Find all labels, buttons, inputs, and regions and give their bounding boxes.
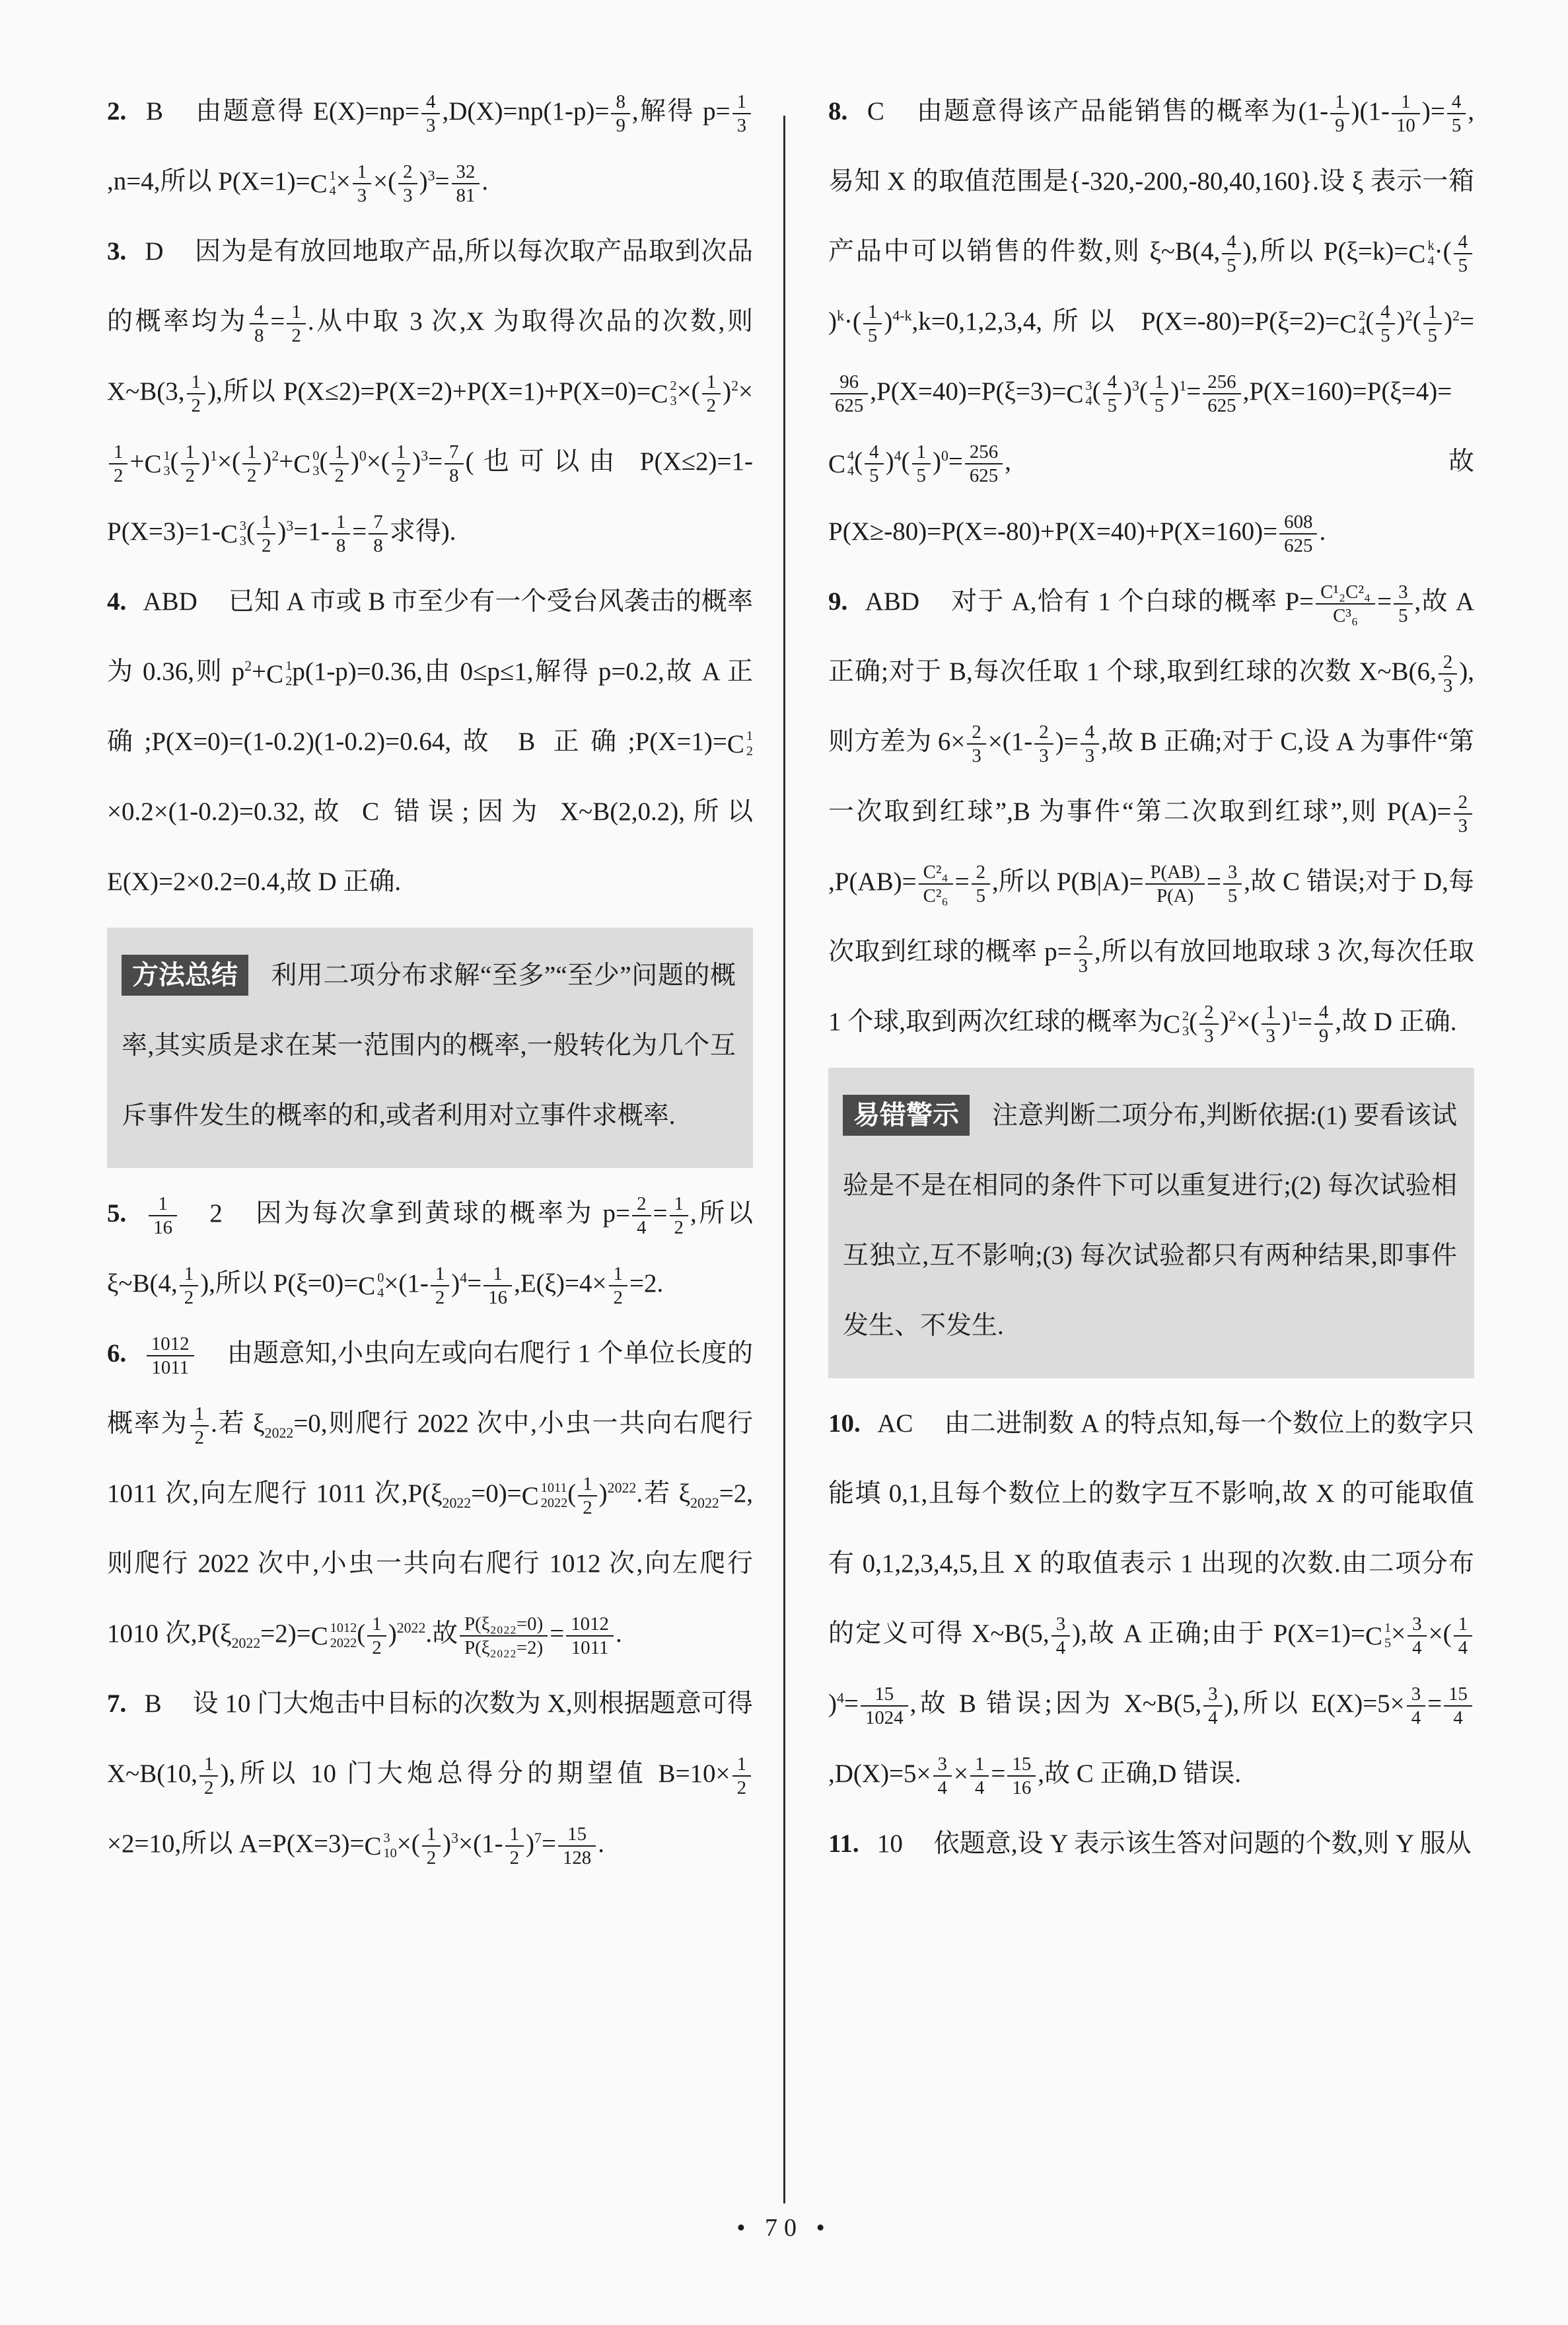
combination: C 1011 2022 [521, 1481, 568, 1511]
fraction: $\frac{15}{4}$ [1444, 1683, 1472, 1729]
solution-body: 因为是有放回地取产品,所以每次取产品取到次品的概率均为 $\frac{4}{8}$ = $\frac{1}{2}$ .从中取 3 次,X 为取得次品的次数,则 X~B(3, $\frac{1}{2}$ ),所以 P(X≤2)=P(X=2)+P(X=1)+P(X=0)= C 2 3 ×( $\frac{1}{2}$ )$^2$× $\frac{1}{2}$ + C 1 3 ( $\frac{1}{2}$ )$^1$×( $\frac{1}{2}$ )$^2$+ C 0 3 ( $\frac{1}{2}$ )$^0$×( $\frac{1}{2}$ )$^3$= $\frac{7}{8}$ (也可以由 P(X≤2)=1-P(X=3)=1- C 3 3 ( $\frac{1}{2}$ )$^3$=1- $\frac{1}{8}$ = $\frac{7}{8}$ 求得). [107, 237, 754, 557]
solution-number: 10. [828, 1409, 861, 1438]
solution-number: 2. [107, 97, 127, 126]
note-box [107, 928, 753, 1168]
fraction: $\frac{1012}{1011}$ [566, 1613, 614, 1659]
fraction: $\frac{1}{2}$ [181, 441, 199, 487]
fraction: $\frac{2}{3}$ [1034, 721, 1053, 767]
fraction: $\frac{\text{P(ξ₂₀₂₂=0)}}{\text{P(ξ₂₀₂₂=2)}}$ [460, 1613, 548, 1659]
solution-number: 7. [107, 1689, 127, 1718]
solution-answer: B [144, 1689, 162, 1718]
fraction: $\frac{1}{3}$ [1262, 1001, 1280, 1047]
fraction: $\frac{4}{5}$ [865, 441, 883, 487]
solution-answer: B [145, 97, 163, 126]
fraction: $\frac{1}{3}$ [353, 161, 371, 207]
solution-body: 由题意得 E(X)=np= $\frac{4}{3}$ ,D(X)=np(1-p)= $\frac{8}{9}$ ,解得 p= $\frac{1}{3}$ ,n=4,所以 P(X=1)= C 1 4 × $\frac{1}{3}$ ×( $\frac{2}{3}$ )$^3$= $\frac{32}{81}$ . [107, 97, 753, 196]
note-box [828, 1068, 1474, 1378]
fraction: $\frac{3}{4}$ [1408, 1613, 1426, 1659]
fraction: $\frac{7}{8}$ [445, 441, 463, 487]
fraction: $\frac{7}{8}$ [369, 511, 387, 557]
fraction: $\frac{2}{3}$ [398, 161, 417, 207]
combination: C 2 3 [651, 379, 677, 409]
solution-item [828, 1809, 1474, 1879]
fraction: $\frac{1}{2}$ [242, 441, 261, 487]
fraction: $\frac{3}{4}$ [1203, 1683, 1222, 1729]
solution-body: 设 10 门大炮击中目标的次数为 X,则根据题意可得 X~B(10, $\frac{1}{2}$ ),所以 10 门大炮总得分的期望值 B=10× $\frac{1}{2}$ ×2=10,所以 A=P(X=3)= C 3 10 ×( $\frac{1}{2}$ )$^3$×(1- $\frac{1}{2}$ )$^7$= $\frac{15}{128}$ . [107, 1689, 753, 1869]
combination: C 3 10 [364, 1831, 397, 1861]
solution-body: 依题意,设 Y 表示该生答对问题的个数,则 Y 服从 [933, 1829, 1472, 1858]
fraction: $\frac{1}{4}$ [1454, 1613, 1472, 1659]
fraction: $\frac{2}{4}$ [632, 1193, 651, 1239]
fraction: $\frac{15}{128}$ [558, 1823, 596, 1869]
note-body: 注意判断二项分布,判断依据:(1) 要看该试验是不是在相同的条件下可以重复进行;(2) 每次试验相互独立,互不影响;(3) 每次试验都只有两种结果,即事件发生、不发生. [843, 1101, 1458, 1340]
combination: C 3 4 [1066, 379, 1092, 409]
fraction: $\frac{1}{2}$ [505, 1823, 524, 1869]
fraction: $\frac{4}{8}$ [250, 301, 268, 347]
fraction: $\frac{4}{5}$ [1103, 371, 1122, 417]
combination: C 1 2 [266, 659, 293, 689]
fraction: $\frac{1}{4}$ [970, 1753, 989, 1799]
fraction: $\frac{\text{C²₄}}{\text{C²₆}}$ [919, 861, 953, 907]
fraction: $\frac{32}{81}$ [452, 161, 480, 207]
fraction: $\frac{1}{2}$ [187, 371, 205, 417]
solution-answer: 10 [876, 1829, 903, 1858]
combination: C 4 4 [828, 449, 855, 479]
solution-body: 因为每次拿到黄球的概率为 p= $\frac{2}{4}$ = $\frac{1}{2}$ ,所以 ξ~B(4, $\frac{1}{2}$ ),所以 P(ξ=0)= C 0 4 ×(1- $\frac{1}{2}$ )$^4$= $\frac{1}{16}$ ,E(ξ)=4× $\frac{1}{2}$ =2. [107, 1193, 753, 1309]
fraction: $\frac{1}{5}$ [912, 441, 931, 487]
solution-answer: ABD [865, 587, 920, 616]
fraction: $\frac{8}{9}$ [611, 91, 629, 137]
solution-body: 已知 A 市或 B 市至少有一个受台风袭击的概率为 0.36,则 $p^2+$ C 1 2 p(1-p)=0.36,由 0≤p≤1,解得 p=0.2,故 A 正确;P(X=0)=(1-0.2)(1-0.2)=0.64,故 B 正确;P(X=1)= C 1 2 ×0.2×(1-0.2)=0.32,故 C 错误;因为 X~B(2,0.2),所以 E(X)=2×0.2=0.4,故 D 正确. [107, 587, 753, 896]
fraction: $\frac{4}{5}$ [1376, 301, 1394, 347]
fraction: $\frac{3}{5}$ [1223, 861, 1242, 907]
fraction: $\frac{1}{2}$ [578, 1473, 596, 1519]
column-divider [783, 116, 785, 2203]
solution-body: 对于 A,恰有 1 个白球的概率 P= $\frac{\text{C¹₂C²₄}}{\text{C³₆}}$ = $\frac{3}{5}$ ,故 A 正确;对于 B,每次任取 1 个球,取到红球的次数 X~B(6, $\frac{2}{3}$ ),则方差为 6× $\frac{2}{3}$ ×(1- $\frac{2}{3}$ )= $\frac{4}{3}$ ,故 B 正确;对于 C,设 A 为事件“第一次取到红球”,B 为事件“第二次取到红球”,则 P(A)= $\frac{2}{3}$ ,P(AB)= $\frac{\text{C²₄}}{\text{C²₆}}$ = $\frac{2}{5}$ ,所以 P(B|A)= $\frac{P(AB)}{P(A)}$ = $\frac{3}{5}$ ,故 C 错误;对于 D,每次取到红球的概率 p= $\frac{2}{3}$ ,所以有放回地取球 3 次,每次任取 1 个球,取到两次红球的概率为 C 2 3 ( $\frac{2}{3}$ )$^2$×( $\frac{1}{3}$ )$^1$= $\frac{4}{9}$ ,故 D 正确. [828, 581, 1475, 1047]
fraction: $\frac{P(AB)}{P(A)}$ [1145, 861, 1204, 907]
combination: C 2 3 [1163, 1009, 1190, 1039]
solution-answer: C [867, 97, 884, 126]
note-body: 利用二项分布求解“至多”“至少”问题的概率,其实质是求在某一范围内的概率,一般转化为几个互斥事件发生的概率的和,或者利用对立事件求概率. [122, 961, 736, 1130]
fraction: $\frac{1}{2}$ [367, 1613, 386, 1659]
fraction: $\frac{2}{3}$ [967, 721, 985, 767]
column-right [828, 77, 1474, 1879]
fraction: $\frac{1}{16}$ [149, 1193, 177, 1239]
solution-body: 由题意得该产品能销售的概率为(1- $\frac{1}{9}$ )(1- $\frac{1}{10}$ )= $\frac{4}{5}$ ,易知 X 的取值范围是{-320,-200,-80,40,160}.设 ξ 表示一箱产品中可以销售的件数,则 ξ~B(4, $\frac{4}{5}$ ),所以 P(ξ=k)= C k 4 ·( $\frac{4}{5}$ )$^k$·( $\frac{1}{5}$ )$^{4-k}$,k=0,1,2,3,4,所以 P(X=-80)=P(ξ=2)= C 2 4 ( $\frac{4}{5}$ )$^2$( $\frac{1}{5}$ )$^2$= $\frac{96}{625}$ ,P(X=40)=P(ξ=3)= C 3 4 ( $\frac{4}{5}$ )$^3$( $\frac{1}{5}$ )$^1$= $\frac{256}{625}$ ,P(X=160)=P(ξ=4)= C 4 4 ( $\frac{4}{5}$ )$^4$( $\frac{1}{5}$ )$^0$= $\frac{256}{625}$ ,故 P(X≥-80)=P(X=-80)+P(X=40)+P(X=160)= $\frac{608}{625}$ . [828, 91, 1474, 557]
combination: C 1012 2022 [310, 1621, 357, 1651]
solution-answer: $\frac{1}{16}$ 2 [147, 1199, 223, 1228]
combination: C 0 4 [358, 1271, 384, 1301]
fraction: $\frac{3}{4}$ [1051, 1613, 1070, 1659]
solution-number: 9. [828, 587, 848, 616]
combination: C 3 3 [220, 519, 246, 549]
fraction: $\frac{4}{5}$ [1222, 231, 1240, 277]
solution-item [107, 217, 753, 567]
fraction: $\frac{1}{2}$ [422, 1823, 441, 1869]
fraction: $\frac{4}{5}$ [1447, 91, 1466, 137]
solution-number: 3. [107, 237, 127, 266]
fraction: $\frac{1}{2}$ [199, 1753, 218, 1799]
fraction: $\frac{1}{2}$ [609, 1263, 627, 1309]
fraction: $\frac{1}{2}$ [702, 371, 721, 417]
fraction: $\frac{1}{2}$ [287, 301, 305, 347]
fraction: $\frac{1}{2}$ [670, 1193, 688, 1239]
solution-body: 由题意知,小虫向左或向右爬行 1 个单位长度的概率为 $\frac{1}{2}$ .若 $\xi_{2022}=0$,则爬行 2022 次中,小虫一共向右爬行 1011 次,向左爬行 1011 次$,P(\xi_{2022}=0)=$ C 1011 2022 ( $\frac{1}{2}$ )$^{2022}$.若 $\xi_{2022}=2$,则爬行 2022 次中,小虫一共向右爬行 1012 次,向左爬行 1010 次$,P(\xi_{2022}=2)=$ C 1012 2022 ( $\frac{1}{2}$ )$^{2022}$.故 $\frac{\text{P(ξ₂₀₂₂=0)}}{\text{P(ξ₂₀₂₂=2)}}$ = $\frac{1012}{1011}$ . [107, 1339, 754, 1659]
fraction: $\frac{3}{4}$ [933, 1753, 952, 1799]
solution-number: 8. [828, 97, 848, 126]
combination: C 0 3 [293, 449, 320, 479]
fraction: $\frac{256}{625}$ [1203, 371, 1240, 417]
fraction: $\frac{1}{5}$ [863, 301, 882, 347]
fraction: $\frac{2}{3}$ [1199, 1001, 1218, 1047]
solution-body: 由二进制数 A 的特点知,每一个数位上的数字只能填 0,1,且每个数位上的数字互不影响,故 X 的可能取值有 0,1,2,3,4,5,且 X 的取值表示 1 出现的次数.由二项分布的定义可得 X~B(5, $\frac{3}{4}$ ),故 A 正确;由于 P(X=1)= C 1 5 × $\frac{3}{4}$ ×( $\frac{1}{4}$ )$^4$= $\frac{15}{1024}$ ,故 B 错误;因为 X~B(5, $\frac{3}{4}$ ),所以 E(X)=5× $\frac{3}{4}$ = $\frac{15}{4}$ ,D(X)=5× $\frac{3}{4}$ × $\frac{1}{4}$ = $\frac{15}{16}$ ,故 C 正确,D 错误. [828, 1409, 1475, 1799]
solution-number: 11. [828, 1829, 859, 1858]
combination: C 1 5 [1365, 1621, 1392, 1651]
fraction: $\frac{3}{5}$ [1394, 581, 1412, 627]
fraction: $\frac{1}{8}$ [332, 511, 350, 557]
fraction: $\frac{1}{2}$ [732, 1753, 751, 1799]
fraction: $\frac{1}{2}$ [330, 441, 348, 487]
combination: C 1 2 [727, 729, 753, 759]
combination: C 2 4 [1339, 309, 1366, 339]
fraction: $\frac{1}{2}$ [190, 1403, 209, 1449]
solution-number: 4. [107, 587, 127, 616]
fraction: $\frac{2}{3}$ [1074, 931, 1092, 977]
fraction: $\frac{96}{625}$ [830, 371, 868, 417]
fraction: $\frac{1}{2}$ [109, 441, 127, 487]
note-label: 方法总结 [122, 955, 248, 996]
solution-item [107, 1669, 753, 1879]
fraction: $\frac{1}{5}$ [1150, 371, 1168, 417]
fraction: $\frac{1}{9}$ [1330, 91, 1349, 137]
solution-item [107, 77, 753, 217]
fraction: $\frac{4}{3}$ [1081, 721, 1099, 767]
fraction: $\frac{608}{625}$ [1279, 511, 1317, 557]
fraction: $\frac{2}{3}$ [1454, 791, 1472, 837]
solution-number: 5. [107, 1199, 127, 1228]
fraction: $\frac{4}{5}$ [1454, 231, 1472, 277]
fraction: $\frac{1}{16}$ [483, 1263, 512, 1309]
fraction: $\frac{1}{3}$ [732, 91, 751, 137]
solution-item [107, 1319, 753, 1669]
fraction: $\frac{4}{3}$ [421, 91, 440, 137]
fraction: $\frac{1}{2}$ [180, 1263, 198, 1309]
fraction: $\frac{15}{1024}$ [861, 1683, 908, 1729]
fraction: $\frac{1}{5}$ [1423, 301, 1442, 347]
solution-answer: D [145, 237, 164, 266]
solution-number: 6. [107, 1339, 127, 1368]
fraction: $\frac{4}{9}$ [1314, 1001, 1333, 1047]
fraction: $\frac{1}{2}$ [257, 511, 275, 557]
fraction: $\frac{1012}{1011}$ [147, 1333, 194, 1379]
solution-item [107, 1179, 753, 1319]
solution-answer: ABD [143, 587, 197, 616]
fraction: $\frac{256}{625}$ [965, 441, 1003, 487]
fraction: $\frac{1}{2}$ [431, 1263, 449, 1309]
solution-item [828, 567, 1474, 1057]
combination: C 1 3 [144, 449, 170, 479]
solution-answer: AC [877, 1409, 913, 1438]
fraction: $\frac{\text{C¹₂C²₄}}{\text{C³₆}}$ [1316, 581, 1375, 627]
fraction: $\frac{3}{4}$ [1407, 1683, 1425, 1729]
column-left [107, 77, 753, 1879]
solution-item [107, 567, 753, 917]
fraction: $\frac{15}{16}$ [1007, 1753, 1036, 1799]
fraction: $\frac{2}{3}$ [1439, 651, 1457, 697]
solution-item [828, 1389, 1474, 1809]
combination: C k 4 [1408, 239, 1435, 269]
fraction: $\frac{1}{10}$ [1392, 91, 1420, 137]
solution-answer [145, 1333, 196, 1379]
fraction: $\frac{2}{5}$ [972, 861, 990, 907]
fraction: $\frac{1}{2}$ [392, 441, 410, 487]
combination: C 1 4 [310, 168, 336, 199]
solution-item [828, 77, 1474, 567]
note-label: 易错警示 [843, 1095, 970, 1136]
page-number: • 70 • [736, 2214, 832, 2242]
